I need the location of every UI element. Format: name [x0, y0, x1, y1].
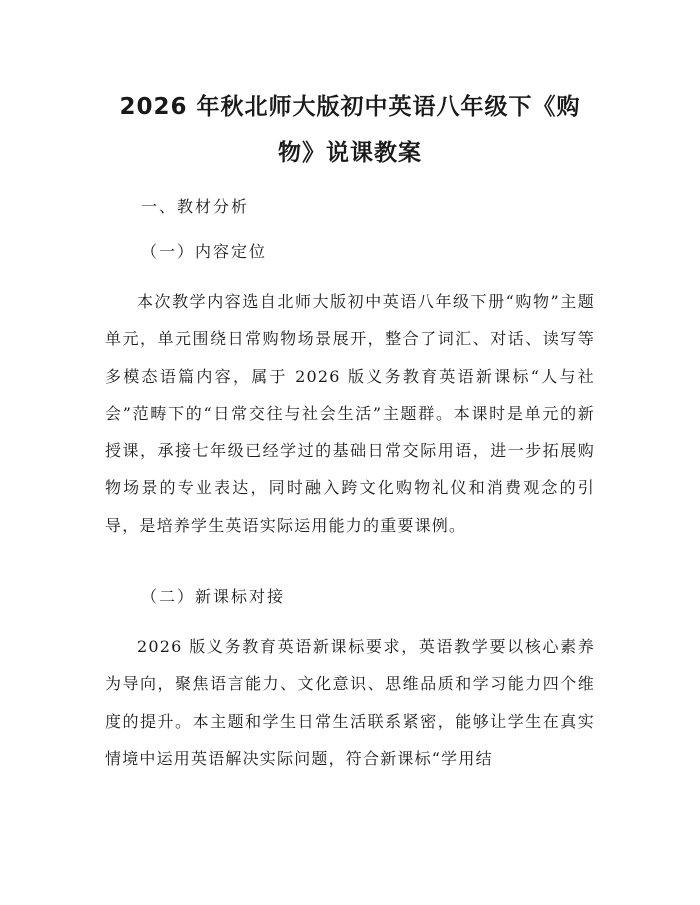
- paragraph-content-positioning: 本次教学内容选自北师大版初中英语八年级下册“购物”主题单元，单元围绕日常购物场景展开，整合了词汇、对话、读写等多模态语篇内容，属于 2026 版义务教育英语新课标“人与社会”范畴下的“日常交往与社会生活”主题群。本课时是单元的新授课，承接七年级已经学过的基础日常交际用语，进一步拓展购物场景的专业表达，同时融入跨文化购物礼仪和消费观念的引导，是培养学生英语实际运用能力的重要课例。: [105, 292, 595, 535]
- subsection-heading-curriculum-alignment: （二）新课标对接: [141, 587, 286, 606]
- subsection-heading-content-positioning: （一）内容定位: [141, 242, 268, 261]
- document-title-line-2: 物》说课教案: [278, 140, 422, 166]
- document-title-line-1: 2026 年秋北师大版初中英语八年级下《购: [119, 94, 581, 120]
- paragraph-curriculum-alignment: 2026 版义务教育英语新课标要求，英语教学要以核心素养为导向，聚焦语言能力、文化意识、思维品质和学习能力四个维度的提升。本主题和学生日常生活联系紧密，能够让学生在真实情境中运用英语解决实际问题，符合新课标“学用结: [105, 637, 595, 768]
- section-heading-textbook-analysis: 一、教材分析: [141, 197, 250, 216]
